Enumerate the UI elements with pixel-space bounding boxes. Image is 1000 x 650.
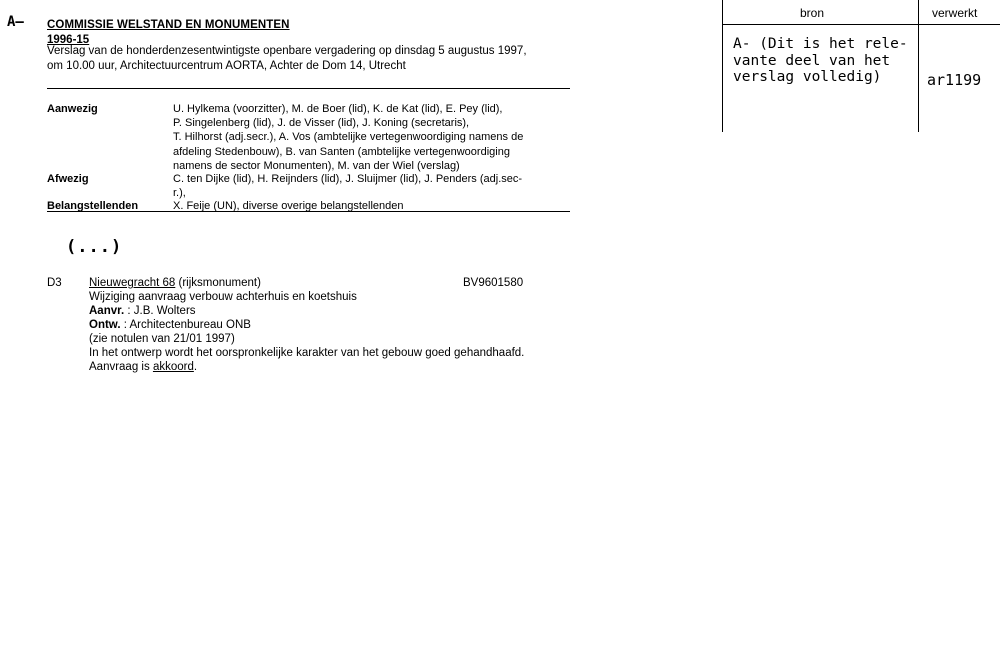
item-decision <box>89 361 197 373</box>
table-column-tick <box>918 0 919 8</box>
top-divider <box>47 88 570 89</box>
table-left-border <box>722 0 723 132</box>
address-street: Nieuwegracht 68 <box>89 277 176 289</box>
item-designer <box>89 319 251 331</box>
intro-line-2: om 10.00 uur, Architectuurcentrum AORTA, Achter de Dom 14, Utrecht <box>47 60 406 72</box>
source-note: A- (Dit is het rele- vante deel van het verslag volledig) <box>733 36 908 85</box>
applicant-value: : J.B. Wolters <box>124 305 196 317</box>
applicant-label: Aanvr. <box>89 305 125 317</box>
decision-suffix: . <box>193 361 198 373</box>
decision-prefix: Aanvraag is <box>89 361 153 373</box>
present-line: namens de sector Monumenten), M. van der Wiel (verslag) <box>173 159 460 172</box>
table-column-divider <box>918 0 919 132</box>
absent-label: Afwezig <box>47 173 89 185</box>
decision-word: akkoord <box>152 361 194 373</box>
address-note: (rijksmonument) <box>175 277 261 289</box>
corner-mark: A– <box>7 14 24 30</box>
stakeholders-text: X. Feije (UN), diverse overige belangstellenden <box>173 200 404 212</box>
column-header-processed: verwerkt <box>932 6 978 20</box>
designer-label: Ontw. <box>89 319 121 331</box>
column-header-source: bron <box>800 6 825 20</box>
present-label: Aanwezig <box>47 103 98 115</box>
intro-line-1: Verslag van de honderdenzesentwintigste openbare vergadering op dinsdag 5 augustus 1997, <box>47 45 527 57</box>
document-number: 1996-15 <box>47 34 90 46</box>
absent-line: C. ten Dijke (lid), H. Reijnders (lid), J. Sluijmer (lid), J. Penders (adj.sec- <box>173 173 523 185</box>
table-header-divider <box>722 24 1000 25</box>
absent-list <box>173 172 568 200</box>
item-finding: In het ontwerp wordt het oorspronkelijke karakter van het gebouw goed gehandhaafd. <box>89 347 525 359</box>
item-applicant <box>89 305 196 317</box>
item-reference: BV9601580 <box>463 277 524 289</box>
present-line: P. Singelenberg (lid), J. de Visser (lid), J. Koning (secretaris), <box>173 117 470 130</box>
document-title: COMMISSIE WELSTAND EN MONUMENTEN <box>47 19 290 31</box>
processed-code: ar1199 <box>927 71 982 89</box>
absent-line: r.), <box>173 187 186 200</box>
item-see-notes: (zie notulen van 21/01 1997) <box>89 333 235 345</box>
present-list <box>173 102 568 173</box>
item-description: Wijziging aanvraag verbouw achterhuis en koetshuis <box>89 291 357 303</box>
present-line: T. Hilhorst (adj.secr.), A. Vos (ambtelijke vertegenwoordiging namens de <box>173 131 524 144</box>
stakeholders-label: Belangstellenden <box>47 200 139 212</box>
bottom-divider <box>47 211 570 212</box>
item-address <box>89 277 261 289</box>
present-line: U. Hylkema (voorzitter), M. de Boer (lid), K. de Kat (lid), E. Pey (lid), <box>173 103 503 115</box>
item-code: D3 <box>47 277 62 289</box>
present-line: afdeling Stedenbouw), B. van Santen (ambtelijke vertegenwoordiging <box>173 145 510 158</box>
designer-value: : Architectenbureau ONB <box>120 319 251 331</box>
omission-marker: (...) <box>66 237 123 257</box>
